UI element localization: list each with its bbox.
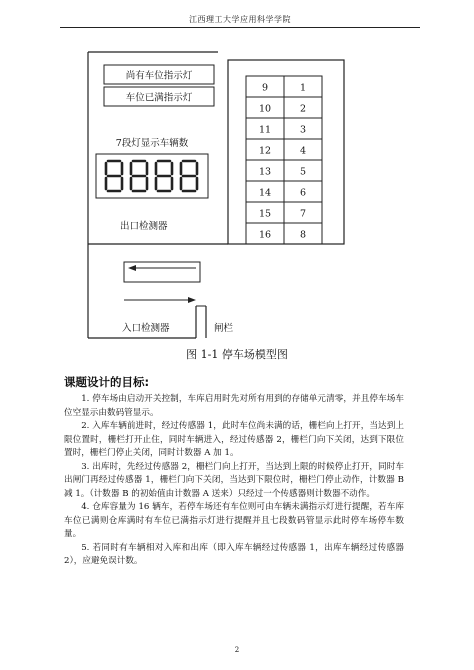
parking-slot-number: 10 (258, 103, 272, 115)
lane-box (124, 262, 200, 282)
parking-slot-number: 1 (299, 82, 307, 94)
paragraph: 2. 入库车辆前进时，经过传感器 1，此时车位尚未满的话，栅栏向上打开，当达到上限位置时，栅栏打开止住，同时车辆进入，经过传感器 2，栅栏门向下关闭，达到下限位置时，栅栏门停止关闭，同时计数器 A 加 1。 (64, 421, 404, 458)
display-label: 7段灯显示车辆数 (115, 138, 189, 149)
page-header: 江西理工大学应用科学学院 (60, 14, 420, 28)
gate-barrier (196, 306, 206, 338)
exit-arrow (128, 265, 196, 271)
parking-slot-number: 11 (258, 124, 272, 136)
full-indicator-label: 车位已满指示灯 (125, 92, 193, 104)
parking-slot-number: 13 (258, 166, 272, 178)
entry-detector-label: 入口检测器 (122, 323, 170, 334)
parking-slots (246, 76, 322, 244)
parking-slot-number: 6 (299, 187, 307, 199)
parking-slot-number: 3 (299, 124, 307, 136)
parking-slot-number: 8 (299, 229, 307, 241)
paragraph: 1. 停车场由启动开关控制，车库启用时先对所有用到的存储单元清零，并且停车场车位空显示由数码管显示。 (64, 394, 404, 418)
paragraph: 3. 出库时，先经过传感器 2，栅栏门向上打开，当达到上限的时候停止打开，同时车出闸门再经过传感器 1，栅栏门向下关闭，当达到下限位时，栅栏门停止动作，计数器 B 减 1。（计数器 B 的初始值由计数器 A 送来）只经过一个传感器则计数器不动作。 (64, 461, 404, 499)
exit-detector-label: 出口检测器 (120, 221, 168, 232)
parking-slot-number: 2 (299, 103, 307, 115)
parking-slot-number: 5 (299, 166, 307, 178)
parking-slot-number: 4 (299, 145, 307, 157)
figure-caption: 图 1-1 停车场模型图 (186, 348, 288, 361)
section-title: 课题设计的目标: (64, 375, 150, 389)
parking-slot-number: 7 (299, 208, 307, 220)
parking-slot-number: 9 (261, 82, 269, 94)
seven-segment-digit (131, 161, 147, 191)
seven-segment-digit (156, 161, 172, 191)
seven-segment-digit (106, 161, 122, 191)
gate-label: 闸栏 (214, 323, 234, 334)
entry-arrow (124, 297, 196, 303)
body-text (64, 393, 404, 569)
vacancy-indicator-label: 尚有车位指示灯 (125, 70, 193, 82)
paragraph: 4. 仓库容量为 16 辆车，若停车场还有车位则可由车辆未满指示灯进行提醒，若车库车位已满则仓库满时有车位已满指示灯进行提醒并且七段数码管显示此时停车场停车数量。 (64, 502, 404, 539)
parking-slot-number: 14 (258, 187, 272, 199)
page-number: 2 (234, 646, 240, 654)
seven-segment-digit (181, 161, 197, 191)
paragraph: 5. 若同时有车辆相对入库和出库（即入库车辆经过传感器 1，出库车辆经过传感器 2），应避免误计数。 (64, 542, 404, 566)
parking-slot-number: 16 (258, 229, 272, 241)
parking-area (228, 60, 344, 244)
parking-slot-number: 15 (258, 208, 272, 220)
seven-segment-digits (106, 161, 197, 191)
parking-slot-number: 12 (258, 145, 272, 157)
